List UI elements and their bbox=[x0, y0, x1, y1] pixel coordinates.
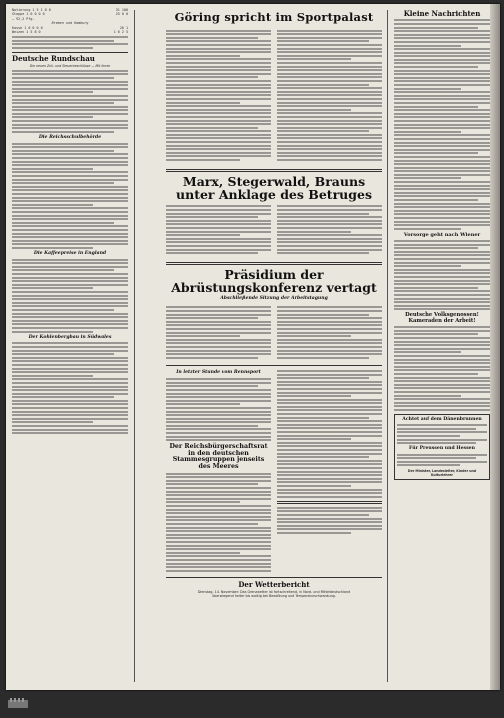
section-rule bbox=[277, 501, 382, 504]
section-heading: In letzter Stunde vom Rennsport bbox=[176, 370, 261, 376]
section-heading: Die Kaffeepreise in England bbox=[33, 250, 107, 256]
newspaper-page bbox=[6, 4, 500, 690]
subheadline: Abschließende Sitzung der Arbeitstagung bbox=[220, 296, 328, 302]
notice-box bbox=[394, 414, 490, 481]
section-heading: Der Kohlenbergbau in Südwales bbox=[28, 334, 112, 340]
text-block bbox=[394, 240, 490, 310]
section-rule bbox=[12, 52, 128, 53]
quote-cell: 25 0 0 bbox=[115, 12, 128, 17]
library-stamp-icon bbox=[8, 698, 28, 708]
text-block bbox=[12, 36, 128, 49]
text-block bbox=[12, 70, 128, 133]
section-rule bbox=[166, 365, 382, 366]
section-heading: Kleine Nachrichten bbox=[403, 9, 481, 18]
text-block bbox=[12, 342, 128, 434]
quote-cell: Bremen und Hamburg bbox=[51, 21, 89, 26]
quote-cell: Kasse 1 0 0 0 0 bbox=[12, 25, 43, 30]
section-heading: Der Reichsbürgerschaftsrat in den deutschen Stammesgruppen jenseits des Meeres bbox=[169, 443, 268, 471]
section-subheading: Die neuen Zoll- und Steuerbeschlüsse — Mit ihnen bbox=[29, 64, 111, 69]
quote-cell: 1 6 2 5 bbox=[113, 30, 128, 35]
article-body bbox=[166, 27, 382, 166]
notice-line: Für Preussen und Hessen bbox=[409, 446, 475, 452]
left-column bbox=[12, 8, 128, 684]
column-rule bbox=[387, 10, 388, 682]
quote-cell: — 92,2 Pfg. bbox=[12, 16, 35, 21]
page-binding-edge bbox=[490, 4, 500, 690]
headline: Marx, Stegerwald, Brauns unter Anklage des Betruges bbox=[176, 173, 372, 202]
section-rule bbox=[166, 262, 382, 265]
article-body bbox=[166, 304, 382, 364]
text-block bbox=[394, 326, 490, 411]
text-block bbox=[394, 19, 490, 229]
notice-title: Achtet auf dem Dänenbrunnen bbox=[402, 416, 482, 422]
lower-articles bbox=[166, 368, 382, 574]
section-rule bbox=[166, 169, 382, 172]
weather-heading: Der Wetterbericht bbox=[238, 579, 310, 589]
notice-footer: Der Minister, Landesleiter, Kinder und Kulturlehrer bbox=[407, 469, 477, 478]
quote-cell: Stoppe 1 0 0 0 0 bbox=[12, 12, 45, 17]
section-heading: Die Reichsschulbehörde bbox=[38, 134, 102, 140]
quote-cell: Notierung 1 5 1 0 0 bbox=[12, 8, 51, 12]
headline: Präsidium der Abrüstungskonferenz vertagt bbox=[171, 266, 377, 295]
right-column bbox=[394, 8, 490, 684]
quote-cell: Weizen 1 5 8 0 bbox=[12, 30, 41, 35]
quote-cell: 31 108 bbox=[115, 8, 128, 12]
center-column bbox=[166, 8, 382, 684]
section-rule bbox=[166, 577, 382, 578]
quote-cell: 26 1 bbox=[119, 25, 128, 30]
article-body bbox=[166, 203, 382, 259]
text-block bbox=[12, 259, 128, 333]
section-heading: Deutsche Volksgenossen! Kameraden der Arbeit! bbox=[405, 312, 479, 324]
market-quotes-table bbox=[12, 8, 128, 34]
text-block bbox=[12, 143, 128, 249]
headline: Göring spricht im Sportpalast bbox=[174, 10, 374, 24]
column-rule bbox=[134, 10, 135, 682]
section-heading: Deutsche Rundschau bbox=[12, 53, 95, 63]
weather-report: Dienstag, 14. November: Das Grenzwetter ist fortschreitend, in Nord- und Mitteldeutschland überwiegend heiter bis wolkig bei Bewölkung und Temperaturschwankung. bbox=[197, 590, 351, 599]
section-heading: Vorsorge geht nach Wiener bbox=[403, 231, 481, 238]
